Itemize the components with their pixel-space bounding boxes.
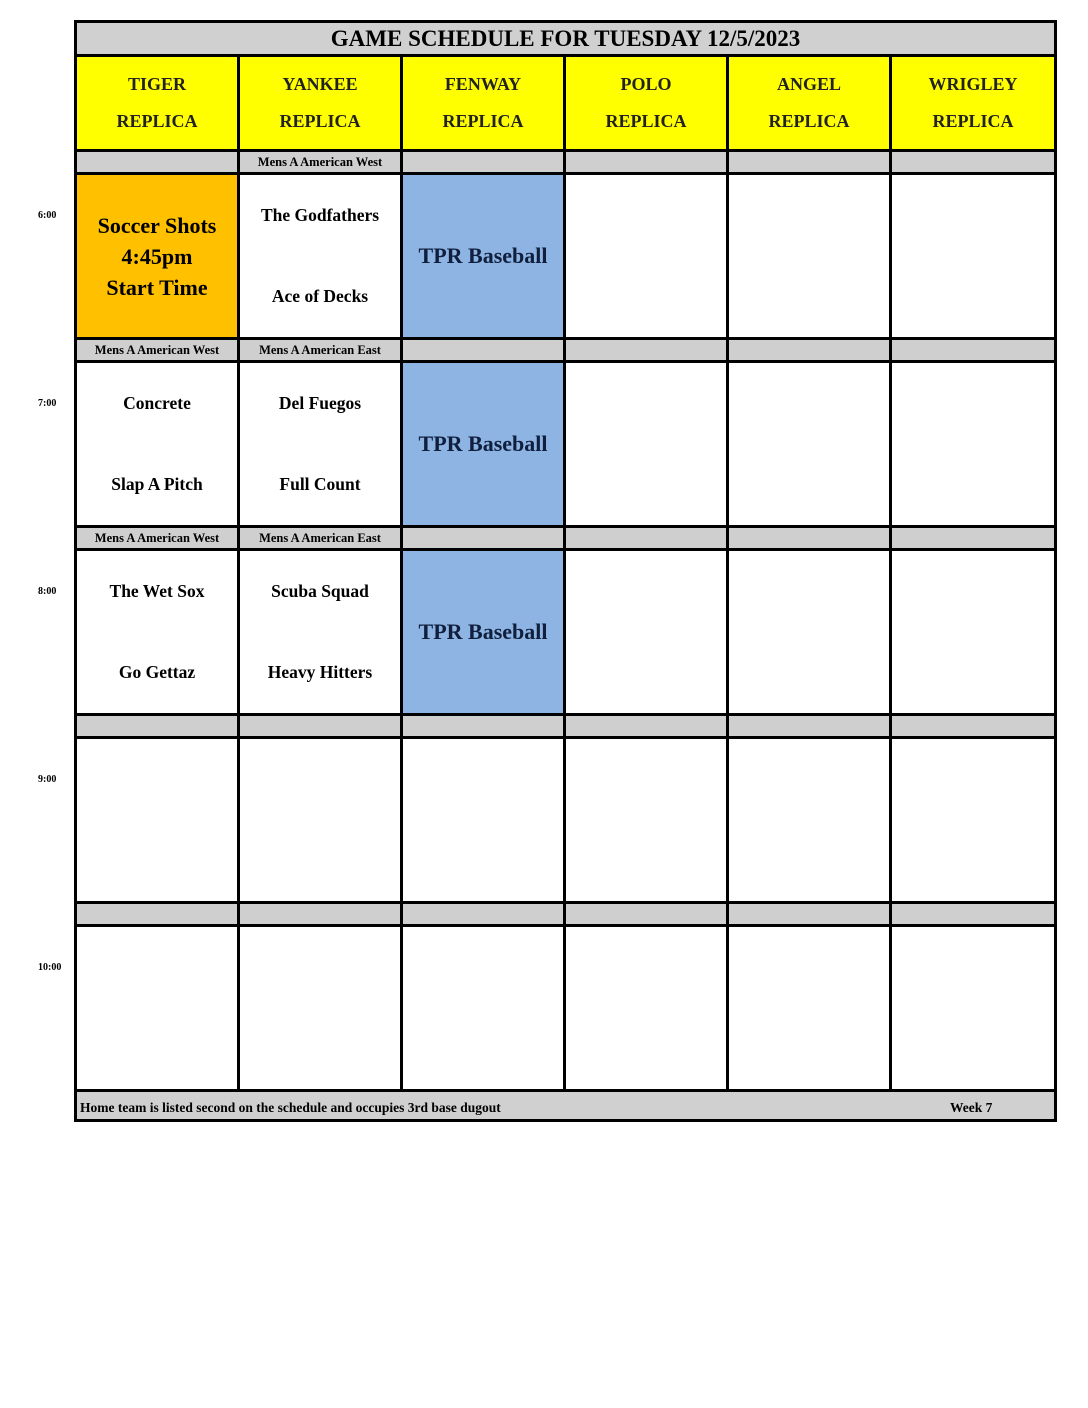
empty-slot [891, 738, 1056, 903]
empty-slot [891, 174, 1056, 339]
field-name: WRIGLEY [928, 74, 1018, 94]
soccer-shots-block [76, 174, 239, 339]
field-header-angel [728, 56, 891, 151]
division-label: Mens A American West [76, 527, 239, 550]
division-label [402, 903, 565, 926]
field-header-fenway [402, 56, 565, 151]
division-label [728, 527, 891, 550]
division-row [76, 527, 1056, 550]
home-team: Heavy Hitters [267, 662, 373, 682]
division-label [891, 715, 1056, 738]
time-column [0, 0, 74, 1408]
empty-slot [239, 926, 402, 1091]
away-team: The Godfathers [260, 205, 380, 225]
division-label [728, 903, 891, 926]
division-label: Mens A American East [239, 339, 402, 362]
division-label [402, 715, 565, 738]
home-team-note: Home team is listed second on the schedule and occupies 3rd base dugout [80, 1100, 501, 1115]
division-label [402, 151, 565, 174]
empty-slot [402, 926, 565, 1091]
home-team: Go Gettaz [118, 662, 196, 682]
time-label: 8:00 [38, 586, 57, 597]
time-slot-row [76, 174, 1056, 339]
empty-slot [728, 926, 891, 1091]
footer-row [76, 1091, 1056, 1121]
block-label: TPR Baseball [418, 243, 548, 268]
home-team: Ace of Decks [271, 286, 369, 306]
division-label: Mens A American West [239, 151, 402, 174]
schedule-table [74, 20, 1057, 1122]
tpr-baseball-block [402, 174, 565, 339]
footer-bar [76, 1091, 1056, 1121]
field-subtitle: REPLICA [116, 111, 198, 131]
game-cell [239, 362, 402, 527]
division-row [76, 715, 1056, 738]
division-label [891, 151, 1056, 174]
empty-slot [565, 550, 728, 715]
field-subtitle: REPLICA [932, 111, 1014, 131]
empty-slot [565, 362, 728, 527]
field-subtitle: REPLICA [279, 111, 361, 131]
special-line: Start Time [106, 274, 208, 300]
division-label [76, 715, 239, 738]
time-label: 10:00 [38, 962, 62, 973]
field-header-wrigley [891, 56, 1056, 151]
empty-slot [728, 362, 891, 527]
division-label [891, 903, 1056, 926]
field-subtitle: REPLICA [442, 111, 524, 131]
division-label [728, 339, 891, 362]
field-header-tiger [76, 56, 239, 151]
empty-slot [565, 738, 728, 903]
empty-slot [891, 550, 1056, 715]
field-name: FENWAY [444, 74, 522, 94]
empty-slot [76, 738, 239, 903]
tpr-baseball-block [402, 550, 565, 715]
block-label: TPR Baseball [418, 431, 548, 456]
time-slot-row [76, 362, 1056, 527]
time-slot-row [76, 550, 1056, 715]
away-team: Concrete [123, 393, 191, 413]
division-row [76, 903, 1056, 926]
empty-slot [402, 738, 565, 903]
division-row [76, 339, 1056, 362]
field-name: POLO [620, 74, 672, 94]
time-slot-row [76, 738, 1056, 903]
time-slot-row [76, 926, 1056, 1091]
special-line: Soccer Shots [97, 212, 217, 238]
empty-slot [76, 926, 239, 1091]
block-label: TPR Baseball [418, 619, 548, 644]
empty-slot [891, 362, 1056, 527]
home-team: Slap A Pitch [111, 474, 203, 494]
game-cell [239, 550, 402, 715]
division-label [565, 339, 728, 362]
game-cell [76, 362, 239, 527]
week-label: Week 7 [950, 1100, 993, 1115]
empty-slot [728, 738, 891, 903]
field-name: YANKEE [282, 74, 358, 94]
empty-slot [728, 174, 891, 339]
time-label: 6:00 [38, 210, 57, 221]
schedule-title: GAME SCHEDULE FOR TUESDAY 12/5/2023 [76, 22, 1056, 56]
division-label [76, 903, 239, 926]
division-label [239, 903, 402, 926]
field-subtitle: REPLICA [605, 111, 687, 131]
division-label [891, 339, 1056, 362]
division-label [891, 527, 1056, 550]
field-subtitle: REPLICA [768, 111, 850, 131]
division-label [565, 715, 728, 738]
empty-slot [728, 550, 891, 715]
field-header-row [76, 56, 1056, 151]
tpr-baseball-block [402, 362, 565, 527]
division-label [402, 527, 565, 550]
division-label [565, 527, 728, 550]
division-row [76, 151, 1056, 174]
away-team: Del Fuegos [278, 393, 362, 413]
division-label [239, 715, 402, 738]
field-header-polo [565, 56, 728, 151]
time-label: 7:00 [38, 398, 57, 409]
division-label [402, 339, 565, 362]
time-label: 9:00 [38, 774, 57, 785]
division-label [728, 715, 891, 738]
game-cell [239, 174, 402, 339]
away-team: Scuba Squad [271, 581, 369, 601]
empty-slot [565, 174, 728, 339]
field-header-yankee [239, 56, 402, 151]
empty-slot [891, 926, 1056, 1091]
empty-slot [565, 926, 728, 1091]
division-label [76, 151, 239, 174]
field-name: ANGEL [776, 74, 841, 94]
division-label: Mens A American West [76, 339, 239, 362]
division-label [565, 151, 728, 174]
away-team: The Wet Sox [109, 581, 205, 601]
field-name: TIGER [127, 74, 187, 94]
game-cell [76, 550, 239, 715]
division-label [728, 151, 891, 174]
empty-slot [239, 738, 402, 903]
home-team: Full Count [279, 474, 361, 494]
division-label: Mens A American East [239, 527, 402, 550]
division-label [565, 903, 728, 926]
special-line: 4:45pm [121, 243, 193, 269]
